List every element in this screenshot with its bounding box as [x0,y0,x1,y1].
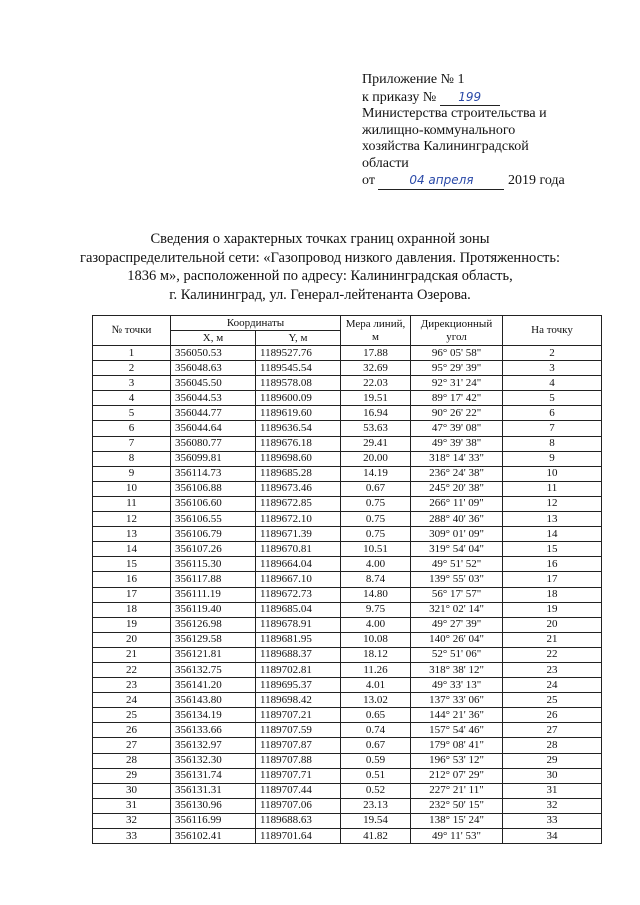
cell-y: 1189701.64 [256,829,341,844]
ministry-line-1: Министерства строительства и [362,106,547,121]
cell-x: 356131.74 [171,768,256,783]
year-suffix: 2019 года [507,173,565,188]
cell-x: 356107.26 [171,542,256,557]
date-handwritten: 04 апреля [378,172,504,190]
cell-point: 17 [93,587,171,602]
table-row [93,406,602,421]
cell-y: 1189695.37 [256,678,341,693]
cell-x: 356141.20 [171,678,256,693]
table-row [93,346,602,361]
cell-point: 18 [93,602,171,617]
cell-measure: 14.19 [341,466,411,481]
cell-y: 1189671.39 [256,527,341,542]
table-row [93,783,602,798]
cell-to-point: 34 [503,829,602,844]
header-point-number: № точки [93,316,171,346]
cell-y: 1189600.09 [256,391,341,406]
order-prefix: к приказу № [362,89,437,105]
cell-x: 356106.79 [171,527,256,542]
cell-point: 8 [93,451,171,466]
cell-to-point: 30 [503,768,602,783]
cell-y: 1189685.04 [256,602,341,617]
cell-direction: 227° 21' 11" [411,783,503,798]
header-x: X, м [171,331,256,346]
cell-y: 1189667.10 [256,572,341,587]
header-coordinates: Координаты [171,316,341,331]
cell-x: 356114.73 [171,466,256,481]
table-row [93,361,602,376]
cell-measure: 19.54 [341,813,411,828]
cell-to-point: 33 [503,813,602,828]
cell-to-point: 6 [503,406,602,421]
cell-x: 356130.96 [171,798,256,813]
cell-x: 356115.30 [171,557,256,572]
header-measure: Мера линий, м [341,316,411,346]
cell-point: 32 [93,813,171,828]
cell-y: 1189707.88 [256,753,341,768]
cell-direction: 47° 39' 08" [411,421,503,436]
cell-point: 28 [93,753,171,768]
cell-point: 3 [93,376,171,391]
cell-to-point: 2 [503,346,602,361]
header-y: Y, м [256,331,341,346]
cell-point: 16 [93,572,171,587]
cell-measure: 10.51 [341,542,411,557]
cell-y: 1189688.63 [256,813,341,828]
cell-to-point: 17 [503,572,602,587]
cell-x: 356129.58 [171,632,256,647]
cell-measure: 10.08 [341,632,411,647]
table-row [93,617,602,632]
table-row [93,587,602,602]
cell-point: 7 [93,436,171,451]
coordinates-table-wrap [92,315,601,844]
cell-x: 356102.41 [171,829,256,844]
cell-direction: 49° 27' 39" [411,617,503,632]
cell-to-point: 21 [503,632,602,647]
cell-direction: 139° 55' 03" [411,572,503,587]
cell-point: 31 [93,798,171,813]
cell-x: 356045.50 [171,376,256,391]
cell-point: 25 [93,708,171,723]
cell-to-point: 18 [503,587,602,602]
table-row [93,451,602,466]
cell-direction: 319° 54' 04" [411,542,503,557]
cell-to-point: 8 [503,436,602,451]
cell-y: 1189578.08 [256,376,341,391]
cell-y: 1189527.76 [256,346,341,361]
cell-point: 20 [93,632,171,647]
cell-measure: 4.00 [341,617,411,632]
cell-x: 356132.30 [171,753,256,768]
cell-point: 6 [93,421,171,436]
table-row [93,662,602,677]
cell-x: 356119.40 [171,602,256,617]
cell-measure: 20.00 [341,451,411,466]
cell-x: 356134.19 [171,708,256,723]
cell-direction: 309° 01' 09" [411,527,503,542]
table-row [93,753,602,768]
cell-y: 1189707.87 [256,738,341,753]
cell-direction: 89° 17' 42" [411,391,503,406]
table-row [93,768,602,783]
cell-x: 356132.97 [171,738,256,753]
cell-direction: 232° 50' 15" [411,798,503,813]
table-row [93,557,602,572]
table-row [93,632,602,647]
cell-point: 1 [93,346,171,361]
cell-measure: 0.74 [341,723,411,738]
cell-y: 1189698.60 [256,451,341,466]
cell-x: 356117.88 [171,572,256,587]
cell-direction: 321° 02' 14" [411,602,503,617]
ministry-line-4: области [362,155,409,171]
cell-to-point: 22 [503,647,602,662]
cell-direction: 52° 51' 06" [411,647,503,662]
cell-y: 1189664.04 [256,557,341,572]
cell-x: 356133.66 [171,723,256,738]
cell-measure: 18.12 [341,647,411,662]
cell-to-point: 23 [503,662,602,677]
cell-direction: 318° 38' 12" [411,662,503,677]
table-row [93,481,602,496]
cell-point: 14 [93,542,171,557]
cell-to-point: 4 [503,376,602,391]
cell-y: 1189707.44 [256,783,341,798]
cell-to-point: 9 [503,451,602,466]
cell-to-point: 26 [503,708,602,723]
cell-measure: 22.03 [341,376,411,391]
cell-measure: 19.51 [341,391,411,406]
cell-y: 1189678.91 [256,617,341,632]
cell-x: 356111.19 [171,587,256,602]
cell-to-point: 25 [503,693,602,708]
table-body [93,346,602,844]
cell-direction: 49° 11' 53" [411,829,503,844]
cell-measure: 8.74 [341,572,411,587]
cell-measure: 4.01 [341,678,411,693]
cell-direction: 266° 11' 09" [411,496,503,511]
table-row [93,436,602,451]
cell-direction: 90° 26' 22" [411,406,503,421]
cell-y: 1189636.54 [256,421,341,436]
cell-direction: 95° 29' 39" [411,361,503,376]
table-row [93,542,602,557]
cell-measure: 0.75 [341,527,411,542]
cell-to-point: 14 [503,527,602,542]
cell-measure: 0.59 [341,753,411,768]
appendix-header [362,72,622,190]
cell-measure: 0.67 [341,738,411,753]
ministry-line-2: жилищно-коммунального [362,122,516,138]
header-direction-angle: Дирекционный угол [411,316,503,346]
title-line-4: г. Калининград, ул. Генерал-лейтенанта Озерова. [169,286,471,303]
cell-point: 13 [93,527,171,542]
cell-x: 356132.75 [171,662,256,677]
cell-to-point: 20 [503,617,602,632]
cell-direction: 179° 08' 41" [411,738,503,753]
cell-measure: 0.52 [341,783,411,798]
cell-to-point: 16 [503,557,602,572]
cell-point: 10 [93,481,171,496]
cell-to-point: 24 [503,678,602,693]
cell-point: 24 [93,693,171,708]
table-row [93,678,602,693]
table-row [93,647,602,662]
cell-y: 1189702.81 [256,662,341,677]
cell-y: 1189672.73 [256,587,341,602]
cell-to-point: 7 [503,421,602,436]
cell-point: 22 [93,662,171,677]
cell-x: 356050.53 [171,346,256,361]
cell-point: 2 [93,361,171,376]
cell-x: 356116.99 [171,813,256,828]
appendix-title: Приложение № 1 [362,72,465,87]
cell-to-point: 27 [503,723,602,738]
cell-direction: 140° 26' 04" [411,632,503,647]
cell-y: 1189672.85 [256,496,341,511]
cell-x: 356099.81 [171,451,256,466]
cell-direction: 92° 31' 24" [411,376,503,391]
title-line-3: 1836 м», расположенной по адресу: Калининградская область, [127,268,513,284]
cell-point: 26 [93,723,171,738]
cell-x: 356044.53 [171,391,256,406]
table-row [93,376,602,391]
ministry-line-3: хозяйства Калининградской [362,139,529,154]
cell-x: 356106.88 [171,481,256,496]
cell-direction: 212° 07' 29" [411,768,503,783]
table-row [93,738,602,753]
cell-measure: 0.67 [341,481,411,496]
cell-point: 30 [93,783,171,798]
cell-to-point: 11 [503,481,602,496]
title-line-1: Сведения о характерных точках границ охранной зоны [150,231,490,247]
cell-direction: 318° 14' 33" [411,451,503,466]
cell-direction: 236° 24' 38" [411,466,503,481]
cell-measure: 53.63 [341,421,411,436]
cell-to-point: 15 [503,542,602,557]
cell-direction: 245° 20' 38" [411,481,503,496]
cell-measure: 4.00 [341,557,411,572]
cell-y: 1189681.95 [256,632,341,647]
table-row [93,813,602,828]
cell-x: 356044.77 [171,406,256,421]
cell-y: 1189707.71 [256,768,341,783]
table-row [93,693,602,708]
cell-y: 1189707.06 [256,798,341,813]
cell-x: 356126.98 [171,617,256,632]
table-row [93,391,602,406]
cell-to-point: 13 [503,512,602,527]
cell-point: 11 [93,496,171,511]
cell-point: 12 [93,512,171,527]
cell-point: 29 [93,768,171,783]
cell-measure: 41.82 [341,829,411,844]
order-number-handwritten: 199 [440,89,500,107]
cell-measure: 13.02 [341,693,411,708]
cell-y: 1189707.21 [256,708,341,723]
cell-to-point: 3 [503,361,602,376]
cell-to-point: 28 [503,738,602,753]
cell-to-point: 19 [503,602,602,617]
cell-point: 5 [93,406,171,421]
cell-point: 9 [93,466,171,481]
cell-y: 1189673.46 [256,481,341,496]
cell-measure: 29.41 [341,436,411,451]
cell-y: 1189672.10 [256,512,341,527]
cell-y: 1189685.28 [256,466,341,481]
cell-measure: 0.65 [341,708,411,723]
cell-y: 1189670.81 [256,542,341,557]
date-line [362,172,622,190]
header-to-point: На точку [503,316,602,346]
cell-x: 356044.64 [171,421,256,436]
cell-to-point: 5 [503,391,602,406]
cell-point: 23 [93,678,171,693]
cell-direction: 56° 17' 57" [411,587,503,602]
cell-direction: 157° 54' 46" [411,723,503,738]
cell-y: 1189619.60 [256,406,341,421]
table-row [93,466,602,481]
table-row [93,512,602,527]
cell-x: 356080.77 [171,436,256,451]
cell-point: 33 [93,829,171,844]
cell-to-point: 12 [503,496,602,511]
cell-point: 27 [93,738,171,753]
cell-x: 356143.80 [171,693,256,708]
cell-measure: 16.94 [341,406,411,421]
cell-measure: 23.13 [341,798,411,813]
cell-measure: 0.75 [341,496,411,511]
cell-to-point: 29 [503,753,602,768]
cell-y: 1189545.54 [256,361,341,376]
cell-to-point: 31 [503,783,602,798]
cell-measure: 14.80 [341,587,411,602]
cell-direction: 49° 51' 52" [411,557,503,572]
cell-x: 356131.31 [171,783,256,798]
cell-x: 356106.55 [171,512,256,527]
order-line [362,89,622,107]
table-row [93,708,602,723]
cell-y: 1189688.37 [256,647,341,662]
table-row [93,798,602,813]
cell-direction: 49° 33' 13" [411,678,503,693]
cell-measure: 0.51 [341,768,411,783]
cell-measure: 0.75 [341,512,411,527]
table-row [93,602,602,617]
cell-x: 356121.81 [171,647,256,662]
cell-direction: 144° 21' 36" [411,708,503,723]
table-row [93,723,602,738]
cell-point: 15 [93,557,171,572]
coordinates-table [92,315,602,844]
cell-y: 1189698.42 [256,693,341,708]
cell-direction: 96° 05' 58" [411,346,503,361]
date-prefix: от [362,173,375,188]
table-row [93,572,602,587]
cell-point: 21 [93,647,171,662]
cell-x: 356048.63 [171,361,256,376]
cell-y: 1189676.18 [256,436,341,451]
table-row [93,421,602,436]
cell-direction: 196° 53' 12" [411,753,503,768]
cell-to-point: 32 [503,798,602,813]
cell-measure: 32.69 [341,361,411,376]
cell-x: 356106.60 [171,496,256,511]
cell-measure: 9.75 [341,602,411,617]
document-title [80,230,560,304]
cell-y: 1189707.59 [256,723,341,738]
cell-point: 19 [93,617,171,632]
cell-measure: 11.26 [341,662,411,677]
table-row [93,527,602,542]
cell-direction: 49° 39' 38" [411,436,503,451]
title-line-2: газораспределительной сети: «Газопровод низкого давления. Протяженность: [80,249,560,266]
cell-direction: 138° 15' 24" [411,813,503,828]
cell-direction: 288° 40' 36" [411,512,503,527]
cell-direction: 137° 33' 06" [411,693,503,708]
table-row [93,829,602,844]
cell-point: 4 [93,391,171,406]
cell-measure: 17.88 [341,346,411,361]
cell-to-point: 10 [503,466,602,481]
table-row [93,496,602,511]
